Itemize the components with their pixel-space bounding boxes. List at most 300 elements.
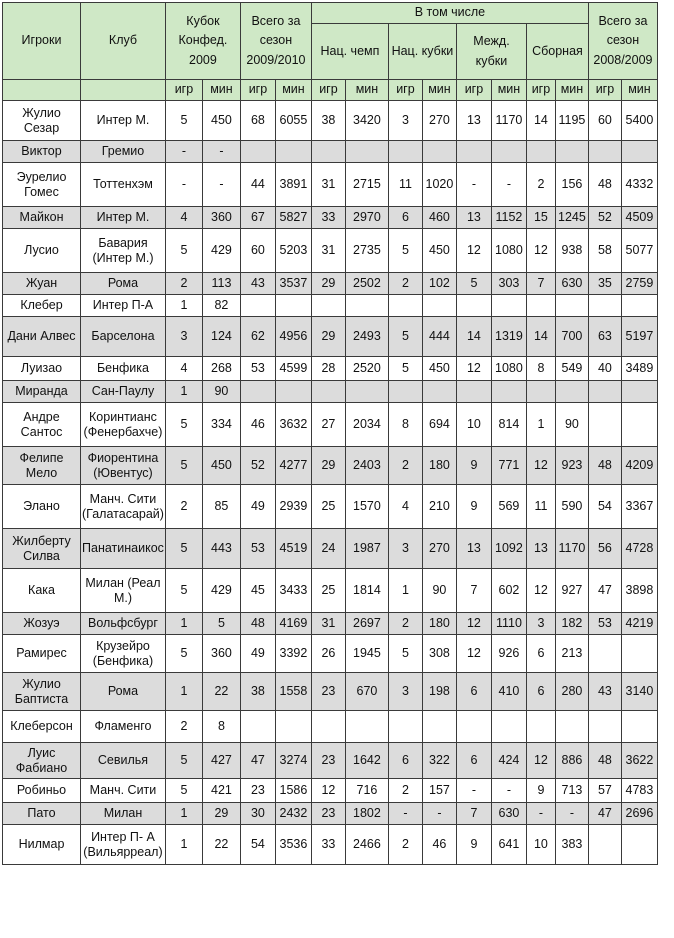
table-row (3, 381, 658, 403)
games-cell: 10 (456, 403, 491, 447)
games-cell: 46 (240, 403, 275, 447)
games-cell (526, 295, 555, 317)
games-cell: 3 (526, 613, 555, 635)
games-cell: 7 (526, 273, 555, 295)
games-cell: 2 (388, 447, 422, 485)
games-cell: 25 (311, 569, 345, 613)
games-cell: 48 (588, 447, 621, 485)
games-cell: 13 (456, 101, 491, 141)
games-cell: 1 (165, 381, 202, 403)
games-cell: 6 (526, 673, 555, 711)
games-cell: 43 (240, 273, 275, 295)
games-cell: 10 (526, 825, 555, 865)
games-cell: 23 (240, 779, 275, 803)
minutes-cell: 424 (491, 743, 526, 779)
games-cell: 12 (311, 779, 345, 803)
minutes-cell: 3392 (275, 635, 311, 673)
games-cell (588, 635, 621, 673)
minutes-cell (555, 141, 588, 163)
minutes-cell: 90 (555, 403, 588, 447)
games-cell: 3 (165, 317, 202, 357)
games-cell (311, 295, 345, 317)
minutes-cell: 2939 (275, 485, 311, 529)
minutes-cell: 360 (202, 635, 240, 673)
minutes-cell: 85 (202, 485, 240, 529)
minutes-cell: 1195 (555, 101, 588, 141)
minutes-cell: - (555, 803, 588, 825)
minutes-cell: 303 (491, 273, 526, 295)
minutes-cell: 410 (491, 673, 526, 711)
games-cell: 6 (526, 635, 555, 673)
games-cell: 68 (240, 101, 275, 141)
table-row (3, 207, 658, 229)
player-name-cell: Элано (3, 485, 81, 529)
table-row (3, 357, 658, 381)
minutes-cell: 22 (202, 673, 240, 711)
minutes-cell: 22 (202, 825, 240, 865)
games-cell: 1 (526, 403, 555, 447)
minutes-cell: 1152 (491, 207, 526, 229)
games-cell: 52 (588, 207, 621, 229)
minutes-cell: 700 (555, 317, 588, 357)
minutes-cell: 4219 (621, 613, 657, 635)
subheader-games: игр (388, 80, 422, 101)
games-cell: 9 (526, 779, 555, 803)
minutes-cell: 4332 (621, 163, 657, 207)
games-cell: 2 (388, 825, 422, 865)
games-cell (526, 711, 555, 743)
games-cell: 5 (456, 273, 491, 295)
minutes-cell: 3536 (275, 825, 311, 865)
minutes-cell: 46 (422, 825, 456, 865)
minutes-cell: 1558 (275, 673, 311, 711)
games-cell: 5 (388, 317, 422, 357)
minutes-cell: 1987 (345, 529, 388, 569)
club-cell: Бенфика (81, 357, 166, 381)
header-nat-champ: Нац. чемп (311, 24, 388, 80)
minutes-cell: 630 (555, 273, 588, 295)
minutes-cell: 1570 (345, 485, 388, 529)
header-national-team: Сборная (526, 24, 588, 80)
games-cell: 6 (388, 743, 422, 779)
minutes-cell: - (491, 779, 526, 803)
games-cell: 47 (240, 743, 275, 779)
games-cell: 48 (240, 613, 275, 635)
table-row (3, 613, 658, 635)
minutes-cell: 4509 (621, 207, 657, 229)
minutes-cell (422, 295, 456, 317)
games-cell (588, 403, 621, 447)
games-cell: 56 (588, 529, 621, 569)
games-cell: 3 (388, 101, 422, 141)
subheader-minutes: мин (491, 80, 526, 101)
games-cell: 67 (240, 207, 275, 229)
minutes-cell (621, 635, 657, 673)
games-cell (311, 141, 345, 163)
games-cell: - (165, 141, 202, 163)
player-name-cell: Фелипе Мело (3, 447, 81, 485)
minutes-cell: 3622 (621, 743, 657, 779)
games-cell (388, 295, 422, 317)
club-cell: Милан (Реал М.) (81, 569, 166, 613)
table-row (3, 163, 658, 207)
table-row (3, 529, 658, 569)
header-season-2008: Всего за сезон 2008/2009 (588, 3, 657, 80)
club-cell: Интер М. (81, 207, 166, 229)
minutes-cell: 450 (202, 101, 240, 141)
header-club: Клуб (81, 3, 166, 80)
games-cell: - (456, 163, 491, 207)
club-cell: Фламенго (81, 711, 166, 743)
minutes-cell: 1642 (345, 743, 388, 779)
minutes-cell (422, 711, 456, 743)
player-stats-table (2, 2, 658, 865)
minutes-cell: 450 (422, 229, 456, 273)
player-name-cell: Рамирес (3, 635, 81, 673)
minutes-cell: - (202, 141, 240, 163)
minutes-cell (491, 381, 526, 403)
minutes-cell: 213 (555, 635, 588, 673)
games-cell (240, 295, 275, 317)
minutes-cell: 814 (491, 403, 526, 447)
subheader-minutes: мин (202, 80, 240, 101)
minutes-cell: 90 (202, 381, 240, 403)
header-club-blank (81, 80, 166, 101)
minutes-cell: 334 (202, 403, 240, 447)
minutes-cell: 2759 (621, 273, 657, 295)
games-cell (526, 381, 555, 403)
minutes-cell (621, 141, 657, 163)
games-cell: 5 (165, 229, 202, 273)
club-cell: Бавария (Интер М.) (81, 229, 166, 273)
minutes-cell: 113 (202, 273, 240, 295)
minutes-cell: 180 (422, 447, 456, 485)
games-cell: 9 (456, 825, 491, 865)
games-cell: 12 (526, 447, 555, 485)
club-cell: Манч. Сити (Галатасарай) (81, 485, 166, 529)
games-cell (526, 141, 555, 163)
minutes-cell: 630 (491, 803, 526, 825)
games-cell: 1 (165, 803, 202, 825)
minutes-cell (275, 295, 311, 317)
games-cell: 12 (456, 635, 491, 673)
table-row (3, 673, 658, 711)
games-cell: - (388, 803, 422, 825)
games-cell: 6 (388, 207, 422, 229)
games-cell: 54 (240, 825, 275, 865)
club-cell: Гремио (81, 141, 166, 163)
minutes-cell: 82 (202, 295, 240, 317)
games-cell: 38 (311, 101, 345, 141)
games-cell: 12 (526, 229, 555, 273)
games-cell: 62 (240, 317, 275, 357)
games-cell: 44 (240, 163, 275, 207)
minutes-cell (345, 381, 388, 403)
subheader-games: игр (311, 80, 345, 101)
minutes-cell: 3891 (275, 163, 311, 207)
minutes-cell: 3537 (275, 273, 311, 295)
table-row (3, 403, 658, 447)
minutes-cell: 1020 (422, 163, 456, 207)
minutes-cell (422, 141, 456, 163)
minutes-cell: 4728 (621, 529, 657, 569)
minutes-cell: 3898 (621, 569, 657, 613)
club-cell: Коринтианс (Фенербахче) (81, 403, 166, 447)
table-row (3, 485, 658, 529)
games-cell: 48 (588, 163, 621, 207)
club-cell: Интер П- А (Вильярреал) (81, 825, 166, 865)
games-cell: 60 (240, 229, 275, 273)
games-cell: 40 (588, 357, 621, 381)
minutes-cell: 4956 (275, 317, 311, 357)
minutes-cell: 1319 (491, 317, 526, 357)
table-row (3, 141, 658, 163)
minutes-cell (491, 141, 526, 163)
minutes-cell: 3140 (621, 673, 657, 711)
player-name-cell: Жозуэ (3, 613, 81, 635)
games-cell (388, 141, 422, 163)
minutes-cell: 5827 (275, 207, 311, 229)
games-cell: 53 (240, 357, 275, 381)
minutes-cell: 4277 (275, 447, 311, 485)
player-name-cell: Пато (3, 803, 81, 825)
minutes-cell (345, 141, 388, 163)
minutes-cell: 2970 (345, 207, 388, 229)
minutes-cell (555, 295, 588, 317)
minutes-cell: 450 (422, 357, 456, 381)
games-cell (456, 141, 491, 163)
table-row (3, 317, 658, 357)
subheader-games: игр (456, 80, 491, 101)
games-cell: 23 (311, 803, 345, 825)
minutes-cell: 450 (202, 447, 240, 485)
games-cell: 35 (588, 273, 621, 295)
games-cell: 23 (311, 743, 345, 779)
player-name-cell: Луизао (3, 357, 81, 381)
minutes-cell (621, 295, 657, 317)
club-cell: Сан-Паулу (81, 381, 166, 403)
games-cell: 1 (165, 613, 202, 635)
games-cell (388, 381, 422, 403)
minutes-cell (275, 141, 311, 163)
minutes-cell: 926 (491, 635, 526, 673)
minutes-cell: 2432 (275, 803, 311, 825)
games-cell: 28 (311, 357, 345, 381)
minutes-cell: 444 (422, 317, 456, 357)
minutes-cell: 2735 (345, 229, 388, 273)
minutes-cell: 124 (202, 317, 240, 357)
games-cell: 4 (388, 485, 422, 529)
minutes-cell: 4783 (621, 779, 657, 803)
games-cell: 29 (311, 273, 345, 295)
minutes-cell: 6055 (275, 101, 311, 141)
games-cell: 14 (456, 317, 491, 357)
minutes-cell: 383 (555, 825, 588, 865)
minutes-cell: 3433 (275, 569, 311, 613)
games-cell: 2 (388, 273, 422, 295)
minutes-cell: 1170 (555, 529, 588, 569)
games-cell: 11 (526, 485, 555, 529)
games-cell (588, 825, 621, 865)
minutes-cell (491, 295, 526, 317)
minutes-cell: 4169 (275, 613, 311, 635)
club-cell: Тоттенхэм (81, 163, 166, 207)
minutes-cell: 2696 (621, 803, 657, 825)
games-cell: 15 (526, 207, 555, 229)
minutes-cell: 156 (555, 163, 588, 207)
club-cell: Интер М. (81, 101, 166, 141)
games-cell: 54 (588, 485, 621, 529)
games-cell: 2 (526, 163, 555, 207)
games-cell: 12 (456, 229, 491, 273)
table-row (3, 229, 658, 273)
minutes-cell: 182 (555, 613, 588, 635)
games-cell: 12 (456, 357, 491, 381)
club-cell: Манч. Сити (81, 779, 166, 803)
minutes-cell: 590 (555, 485, 588, 529)
games-cell: 3 (388, 529, 422, 569)
minutes-cell: 923 (555, 447, 588, 485)
minutes-cell: 1814 (345, 569, 388, 613)
games-cell: 5 (388, 635, 422, 673)
games-cell: 12 (526, 569, 555, 613)
player-name-cell: Нилмар (3, 825, 81, 865)
minutes-cell: 1170 (491, 101, 526, 141)
games-cell: 29 (311, 317, 345, 357)
player-name-cell: Дани Алвес (3, 317, 81, 357)
subheader-minutes: мин (422, 80, 456, 101)
minutes-cell: 1080 (491, 229, 526, 273)
minutes-cell: 2466 (345, 825, 388, 865)
club-cell: Рома (81, 673, 166, 711)
club-cell: Рома (81, 273, 166, 295)
player-name-cell: Эурелио Гомес (3, 163, 81, 207)
table-row (3, 803, 658, 825)
header-season-2009: Всего за сезон 2009/2010 (240, 3, 311, 80)
club-cell: Панатинаикос (81, 529, 166, 569)
minutes-cell: 2403 (345, 447, 388, 485)
minutes-cell: 2715 (345, 163, 388, 207)
minutes-cell: 938 (555, 229, 588, 273)
games-cell: 31 (311, 163, 345, 207)
games-cell: 60 (588, 101, 621, 141)
player-name-cell: Майкон (3, 207, 81, 229)
games-cell: 30 (240, 803, 275, 825)
games-cell: 47 (588, 803, 621, 825)
games-cell (388, 711, 422, 743)
games-cell: 47 (588, 569, 621, 613)
minutes-cell: - (202, 163, 240, 207)
games-cell: 6 (456, 673, 491, 711)
minutes-cell: 5 (202, 613, 240, 635)
games-cell: 13 (456, 207, 491, 229)
subheader-minutes: мин (621, 80, 657, 101)
games-cell: 29 (311, 447, 345, 485)
club-cell: Интер П-А (81, 295, 166, 317)
table-row (3, 295, 658, 317)
minutes-cell: 280 (555, 673, 588, 711)
games-cell: 14 (526, 101, 555, 141)
games-cell: 53 (240, 529, 275, 569)
games-cell: 11 (388, 163, 422, 207)
club-cell: Барселона (81, 317, 166, 357)
minutes-cell: 8 (202, 711, 240, 743)
minutes-cell: 694 (422, 403, 456, 447)
player-name-cell: Андре Сантос (3, 403, 81, 447)
table-row (3, 569, 658, 613)
games-cell: 7 (456, 803, 491, 825)
games-cell: 26 (311, 635, 345, 673)
games-cell: 4 (165, 357, 202, 381)
games-cell: 33 (311, 207, 345, 229)
games-cell: 14 (526, 317, 555, 357)
games-cell: 13 (456, 529, 491, 569)
games-cell: 52 (240, 447, 275, 485)
table-row (3, 711, 658, 743)
games-cell: 9 (456, 447, 491, 485)
minutes-cell: 180 (422, 613, 456, 635)
games-cell: 24 (311, 529, 345, 569)
games-cell: 53 (588, 613, 621, 635)
club-cell: Милан (81, 803, 166, 825)
games-cell (456, 381, 491, 403)
subheader-minutes: мин (275, 80, 311, 101)
minutes-cell: 569 (491, 485, 526, 529)
games-cell: 2 (388, 779, 422, 803)
games-cell (240, 711, 275, 743)
header-confed-cup: Кубок Конфед. 2009 (165, 3, 240, 80)
minutes-cell: 1945 (345, 635, 388, 673)
minutes-cell: 460 (422, 207, 456, 229)
games-cell: 5 (165, 403, 202, 447)
header-intl-cups: Межд. кубки (456, 24, 526, 80)
minutes-cell (621, 403, 657, 447)
minutes-cell: 4519 (275, 529, 311, 569)
minutes-cell: 360 (202, 207, 240, 229)
games-cell (588, 711, 621, 743)
header-including: В том числе (311, 3, 588, 24)
table-row (3, 447, 658, 485)
player-name-cell: Луис Фабиано (3, 743, 81, 779)
games-cell: 58 (588, 229, 621, 273)
header-players-blank (3, 80, 81, 101)
games-cell: 6 (456, 743, 491, 779)
player-name-cell: Жилберту Силва (3, 529, 81, 569)
minutes-cell: 886 (555, 743, 588, 779)
minutes-cell (621, 711, 657, 743)
header-nat-cups: Нац. кубки (388, 24, 456, 80)
games-cell: 3 (388, 673, 422, 711)
minutes-cell: 3632 (275, 403, 311, 447)
minutes-cell: 670 (345, 673, 388, 711)
minutes-cell: 4599 (275, 357, 311, 381)
games-cell: 8 (388, 403, 422, 447)
player-name-cell: Миранда (3, 381, 81, 403)
minutes-cell: 2697 (345, 613, 388, 635)
minutes-cell: 198 (422, 673, 456, 711)
minutes-cell: 1092 (491, 529, 526, 569)
games-cell: 49 (240, 635, 275, 673)
minutes-cell: 270 (422, 101, 456, 141)
games-cell: 2 (165, 485, 202, 529)
player-name-cell: Клебер (3, 295, 81, 317)
subheader-minutes: мин (555, 80, 588, 101)
minutes-cell: 1080 (491, 357, 526, 381)
games-cell: 33 (311, 825, 345, 865)
player-name-cell: Лусио (3, 229, 81, 273)
games-cell: 5 (165, 101, 202, 141)
games-cell: 5 (165, 569, 202, 613)
